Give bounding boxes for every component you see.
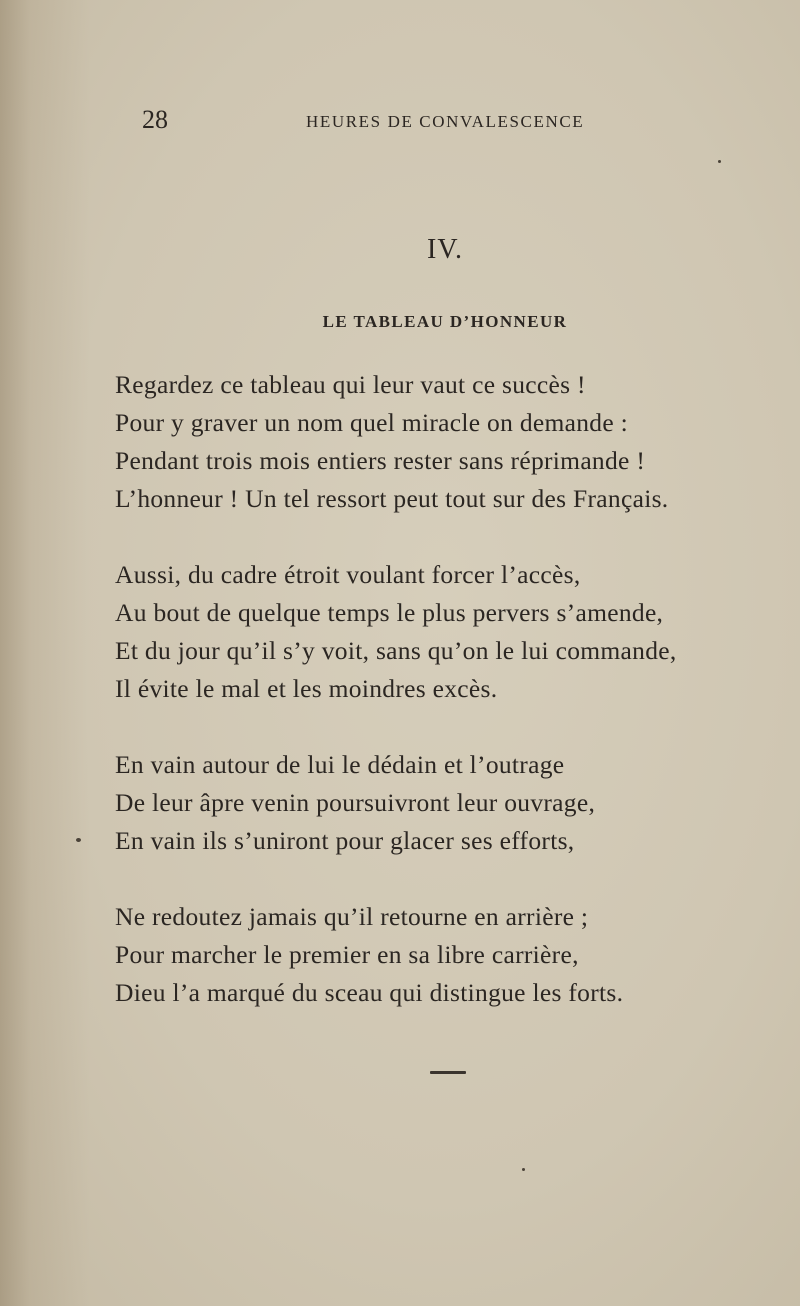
verse: Ne redoutez jamais qu’il retourne en arrière ; — [115, 902, 589, 931]
verse: De leur âpre venin poursuivront leur ouvrage, — [115, 788, 596, 817]
verse: Regardez ce tableau qui leur vaut ce succès ! — [115, 370, 586, 399]
stanza-4 — [115, 898, 785, 1012]
verse: En vain autour de lui le dédain et l’outrage — [115, 750, 565, 779]
verse: Pour marcher le premier en sa libre carrière, — [115, 940, 579, 969]
verse: Pendant trois mois entiers rester sans réprimande ! — [115, 446, 646, 475]
stanza-1 — [115, 366, 785, 518]
verse: Pour y graver un nom quel miracle on demande : — [115, 408, 629, 437]
verse: Dieu l’a marqué du sceau qui distingue les forts. — [115, 978, 624, 1007]
poem-title: LE TABLEAU D’HONNEUR — [322, 312, 568, 331]
end-ornament-rule — [430, 1071, 466, 1074]
verse: Aussi, du cadre étroit voulant forcer l’accès, — [115, 560, 581, 589]
running-head — [0, 105, 800, 135]
verse: Et du jour qu’il s’y voit, sans qu’on le lui commande, — [115, 636, 677, 665]
verse: Il évite le mal et les moindres excès. — [115, 674, 498, 703]
page-number: 28 — [142, 105, 168, 134]
book-title: HEURES DE CONVALESCENCE — [306, 112, 585, 131]
paper-speck — [522, 1168, 525, 1171]
paper-speck — [76, 838, 81, 842]
verse: Au bout de quelque temps le plus pervers s’amende, — [115, 598, 664, 627]
stanza-2 — [115, 556, 785, 708]
paper-speck — [718, 160, 721, 163]
verse: L’honneur ! Un tel ressort peut tout sur des Français. — [115, 484, 669, 513]
poem — [115, 366, 785, 1050]
stanza-3 — [115, 746, 785, 860]
section-number: IV. — [427, 234, 463, 265]
verse: En vain ils s’uniront pour glacer ses efforts, — [115, 826, 575, 855]
